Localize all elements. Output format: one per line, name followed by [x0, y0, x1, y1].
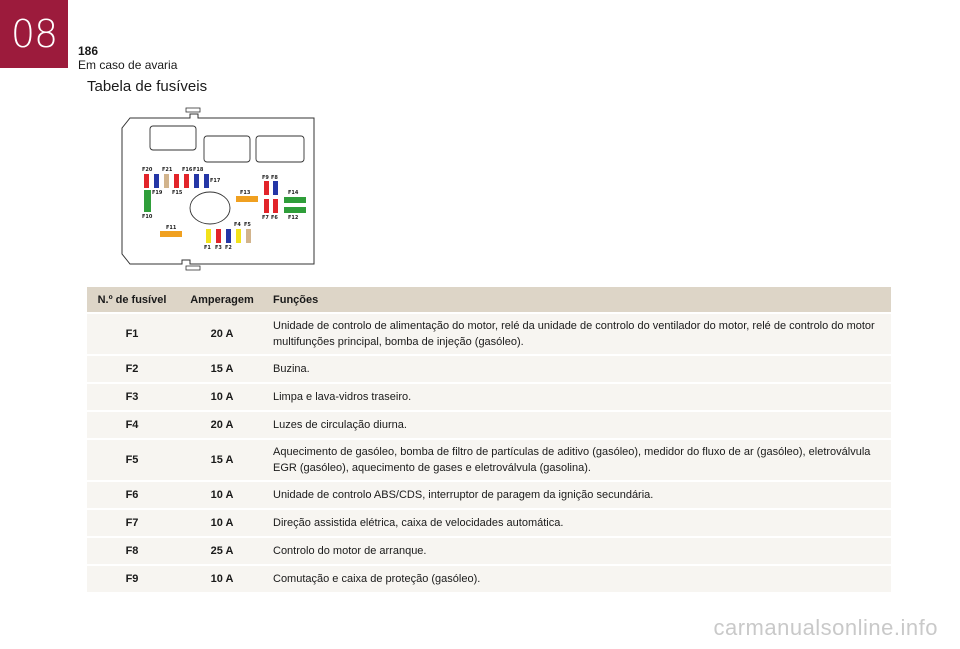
- header-amperage: Amperagem: [177, 287, 267, 312]
- fuse-number: F2: [87, 356, 177, 382]
- bottom-tab: [186, 266, 200, 270]
- fuse-f11: [160, 231, 182, 237]
- label-f18: F18: [193, 167, 204, 173]
- label-f20: F20: [142, 167, 153, 173]
- fuse-amperage: 25 A: [177, 538, 267, 564]
- fuse-amperage: 10 A: [177, 510, 267, 536]
- table-row: [87, 440, 891, 480]
- fuse-box-diagram: [118, 104, 320, 272]
- table-row: [87, 412, 891, 438]
- table-row: [87, 510, 891, 536]
- table-row: [87, 482, 891, 508]
- fuse-f10: [144, 190, 151, 212]
- fuse-function: Unidade de controlo de alimentação do motor, relé da unidade de controlo do ventilador do motor, relé de controlo do motor multifunções principal, bomba de injeção (gasóleo).: [267, 314, 891, 354]
- fuse-function: Comutação e caixa de proteção (gasóleo).: [267, 566, 891, 592]
- fuse-number: F6: [87, 482, 177, 508]
- round-socket: [190, 192, 230, 224]
- fuse-function: Controlo do motor de arranque.: [267, 538, 891, 564]
- label-f3: F3: [215, 245, 222, 251]
- fuse-function: Luzes de circulação diurna.: [267, 412, 891, 438]
- fuse-number: F4: [87, 412, 177, 438]
- fuse-function: Buzina.: [267, 356, 891, 382]
- watermark: carmanualsonline.info: [713, 615, 938, 640]
- fuse-amperage: 15 A: [177, 440, 267, 480]
- table-header-row: [87, 287, 891, 312]
- label-f6: F6: [271, 215, 278, 221]
- label-f9: F9: [262, 175, 269, 181]
- fuse-f21: [164, 174, 169, 188]
- chapter-tab: 08: [0, 0, 68, 68]
- label-f14: F14: [288, 190, 299, 196]
- table-row: [87, 356, 891, 382]
- label-f15: F15: [172, 190, 183, 196]
- relay-block-3: [256, 136, 304, 162]
- section-name: Em caso de avaria: [78, 58, 178, 72]
- label-f11: F11: [166, 225, 177, 231]
- label-f13: F13: [240, 190, 251, 196]
- fuse-f1: [206, 229, 211, 243]
- fuse-amperage: 20 A: [177, 412, 267, 438]
- fuse-function: Aquecimento de gasóleo, bomba de filtro de partículas de aditivo (gasóleo), medidor do fluxo de ar (gasóleo), eletroválvula EGR (gasóleo), aquecimento de gases e eletroválvula (gasolina).: [267, 440, 891, 480]
- label-f4: F4: [234, 222, 241, 228]
- fuse-f4: [236, 229, 241, 243]
- relay-block-2: [204, 136, 250, 162]
- fuse-f5: [246, 229, 251, 243]
- label-f17: F17: [210, 178, 221, 184]
- page-number: 186: [78, 44, 99, 58]
- fuse-function: Direção assistida elétrica, caixa de velocidades automática.: [267, 510, 891, 536]
- fuse-f3: [216, 229, 221, 243]
- fuse-f16: [184, 174, 189, 188]
- label-f2: F2: [225, 245, 232, 251]
- fuse-f14: [284, 197, 306, 203]
- fuse-number: F5: [87, 440, 177, 480]
- fuse-f19: [154, 174, 159, 188]
- label-f12: F12: [288, 215, 299, 221]
- fuse-f15: [174, 174, 179, 188]
- fuse-amperage: 20 A: [177, 314, 267, 354]
- fuse-amperage: 15 A: [177, 356, 267, 382]
- fuse-amperage: 10 A: [177, 384, 267, 410]
- fuse-amperage: 10 A: [177, 482, 267, 508]
- label-f21: F21: [162, 167, 173, 173]
- label-f1: F1: [204, 245, 211, 251]
- label-f8: F8: [271, 175, 278, 181]
- fuse-f9: [264, 181, 269, 195]
- fuse-f2: [226, 229, 231, 243]
- label-f16: F16: [182, 167, 193, 173]
- page-title: Tabela de fusíveis: [87, 78, 208, 95]
- fuse-function: Limpa e lava-vidros traseiro.: [267, 384, 891, 410]
- fuse-f7: [264, 199, 269, 213]
- fuse-f12: [284, 207, 306, 213]
- fuse-number: F1: [87, 314, 177, 354]
- fuse-table: [87, 285, 891, 594]
- header-fuse-number: N.º de fusível: [87, 287, 177, 312]
- table-row: [87, 538, 891, 564]
- fuse-number: F3: [87, 384, 177, 410]
- label-f5: F5: [244, 222, 251, 228]
- fuse-f6: [273, 199, 278, 213]
- top-tab: [186, 108, 200, 112]
- label-f19: F19: [152, 190, 163, 196]
- table-row: [87, 384, 891, 410]
- label-f10: F10: [142, 214, 153, 220]
- table-row: [87, 566, 891, 592]
- table-row: [87, 314, 891, 354]
- fuse-f20: [144, 174, 149, 188]
- fuse-f8: [273, 181, 278, 195]
- fuse-function: Unidade de controlo ABS/CDS, interruptor de paragem da ignição secundária.: [267, 482, 891, 508]
- fuse-f13: [236, 196, 258, 202]
- fuse-f17: [204, 174, 209, 188]
- header-functions: Funções: [267, 287, 891, 312]
- fuse-number: F8: [87, 538, 177, 564]
- fuse-number: F9: [87, 566, 177, 592]
- fuse-f18: [194, 174, 199, 188]
- label-f7: F7: [262, 215, 269, 221]
- relay-block-1: [150, 126, 196, 150]
- fuse-amperage: 10 A: [177, 566, 267, 592]
- fuse-number: F7: [87, 510, 177, 536]
